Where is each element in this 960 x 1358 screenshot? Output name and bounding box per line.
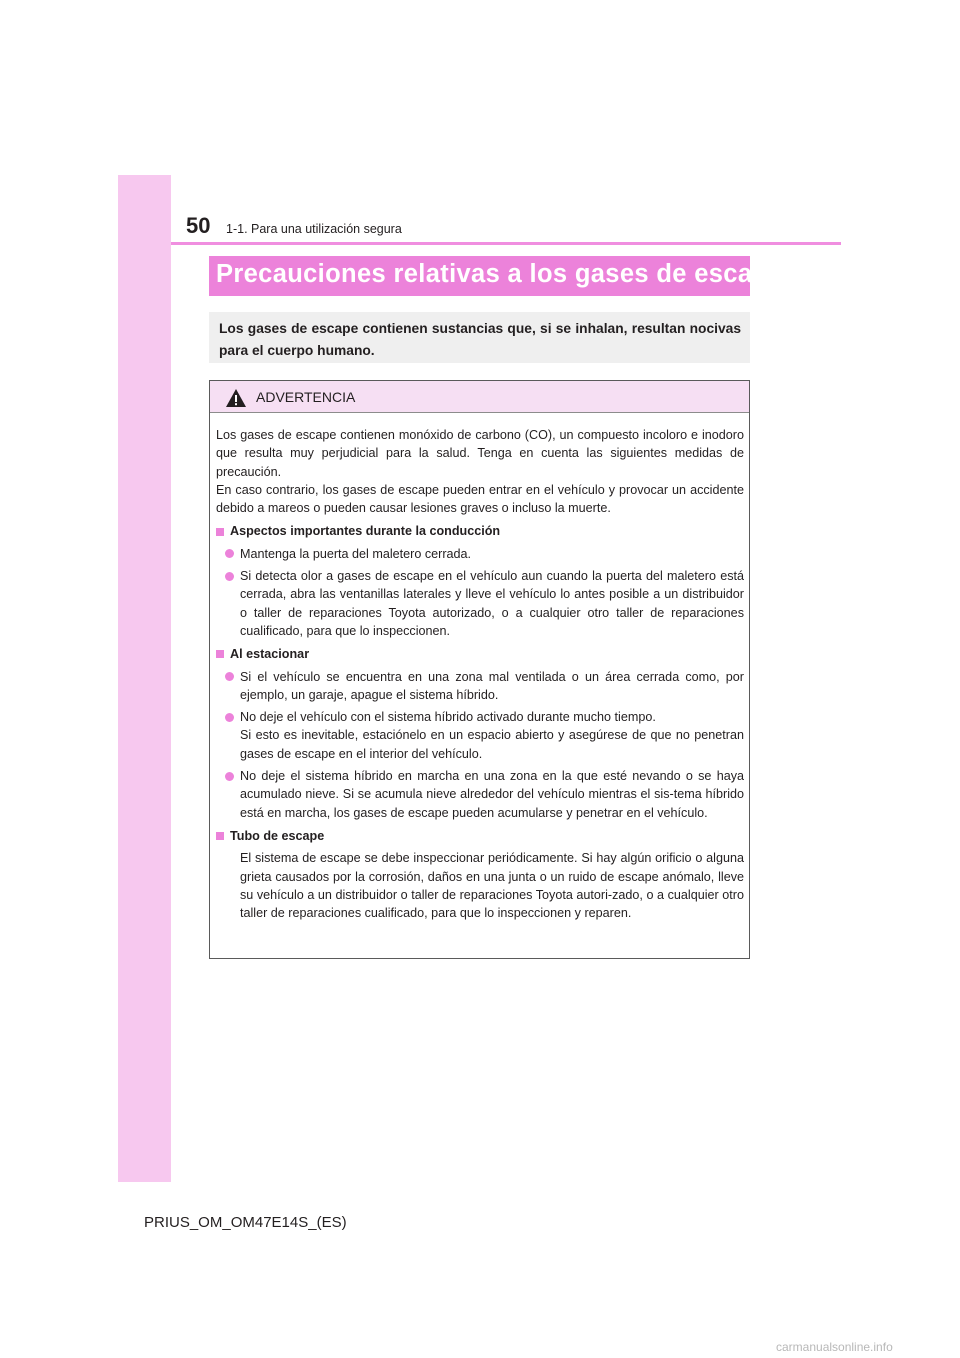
list-item bbox=[225, 545, 744, 563]
subsection-heading-text: Aspectos importantes durante la conducción bbox=[230, 524, 501, 539]
manual-code: PRIUS_OM_OM47E14S_(ES) bbox=[144, 1214, 347, 1231]
intro-text: Los gases de escape contienen sustancias que, si se inhalan, resultan nocivas para el cuerpo humano. bbox=[219, 321, 741, 358]
list-item-text: Si detecta olor a gases de escape en el vehículo aun cuando la puerta del maletero está cerrada, abra las ventanillas laterales y lleve el vehículo lo antes posible a un distribuidor o taller de reparaciones Toyota autorizado, o a cualquier otro taller de reparaciones cualificado, para que lo inspeccionen. bbox=[240, 569, 744, 638]
list-item bbox=[225, 767, 744, 822]
title-banner bbox=[209, 256, 783, 296]
warning-box bbox=[209, 380, 750, 959]
warning-header bbox=[210, 381, 749, 413]
list-item bbox=[225, 567, 744, 640]
square-bullet-icon bbox=[216, 528, 224, 536]
warning-paragraph: Los gases de escape contienen monóxido de carbono (CO), un compuesto incoloro e inodoro que resulta muy perjudicial para la salud. Tenga en cuenta las siguientes medidas de precaución. bbox=[216, 428, 744, 479]
square-bullet-icon bbox=[216, 832, 224, 840]
circle-bullet-icon bbox=[225, 549, 234, 558]
list-item-text: Mantenga la puerta del maletero cerrada. bbox=[240, 546, 472, 561]
warning-paragraph: En caso contrario, los gases de escape pueden entrar en el vehículo y provocar un accidente debido a mareos o pueden causar lesiones graves o incluso la muerte. bbox=[216, 482, 744, 516]
circle-bullet-icon bbox=[225, 713, 234, 722]
section-title: 1-1. Para una utilización segura bbox=[226, 222, 402, 236]
page-title: Precauciones relativas a los gases de escape bbox=[216, 260, 783, 288]
subsection-text: El sistema de escape se debe inspeccionar periódicamente. Si hay algún orificio o alguna grieta causados por la corrosión, daños en una junta o un ruido de escape anómalo, lleve su vehículo a un distribuidor o taller de reparaciones Toyota autori-zado, o a cualquier otro taller de reparaciones cualificado, para que lo inspeccionen y reparen. bbox=[240, 851, 744, 921]
list-item-text: No deje el sistema híbrido en marcha en una zona en la que esté nevando o se haya acumulado nieve. Si se acumula nieve alrededor del vehículo mientras el sis-tema híbrido está en marcha, los gases de escape pueden acumularse y penetrar en el vehículo. bbox=[240, 769, 744, 820]
intro-box bbox=[209, 312, 750, 363]
warning-body bbox=[216, 426, 744, 922]
square-bullet-icon bbox=[216, 650, 224, 658]
circle-bullet-icon bbox=[225, 572, 234, 581]
subsection-heading-text: Tubo de escape bbox=[230, 828, 325, 843]
list-item-continuation: Si esto es inevitable, estaciónelo en un espacio abierto y asegúrese de que no penetran gases de escape en el interior del vehículo. bbox=[240, 728, 744, 761]
subsection-heading bbox=[216, 522, 744, 540]
subsection-heading-text: Al estacionar bbox=[230, 647, 310, 662]
warning-title: ADVERTENCIA bbox=[256, 389, 356, 405]
list-item bbox=[225, 708, 744, 763]
list-item bbox=[225, 668, 744, 705]
circle-bullet-icon bbox=[225, 672, 234, 681]
list-item-text: Si el vehículo se encuentra en una zona mal ventilada o un área cerrada como, por ejemplo, un garaje, apague el sistema híbrido. bbox=[240, 669, 744, 702]
list-item-content bbox=[240, 708, 744, 763]
warning-triangle-icon bbox=[225, 388, 247, 408]
list-item-text: No deje el vehículo con el sistema híbrido activado durante mucho tiempo. bbox=[240, 710, 656, 725]
subsection-heading bbox=[216, 827, 744, 845]
subsection-heading bbox=[216, 645, 744, 663]
watermark: carmanualsonline.info bbox=[776, 1340, 893, 1354]
page-number: 50 bbox=[186, 213, 211, 238]
header-divider bbox=[171, 242, 841, 245]
chapter-side-band bbox=[118, 175, 171, 1182]
circle-bullet-icon bbox=[225, 772, 234, 781]
